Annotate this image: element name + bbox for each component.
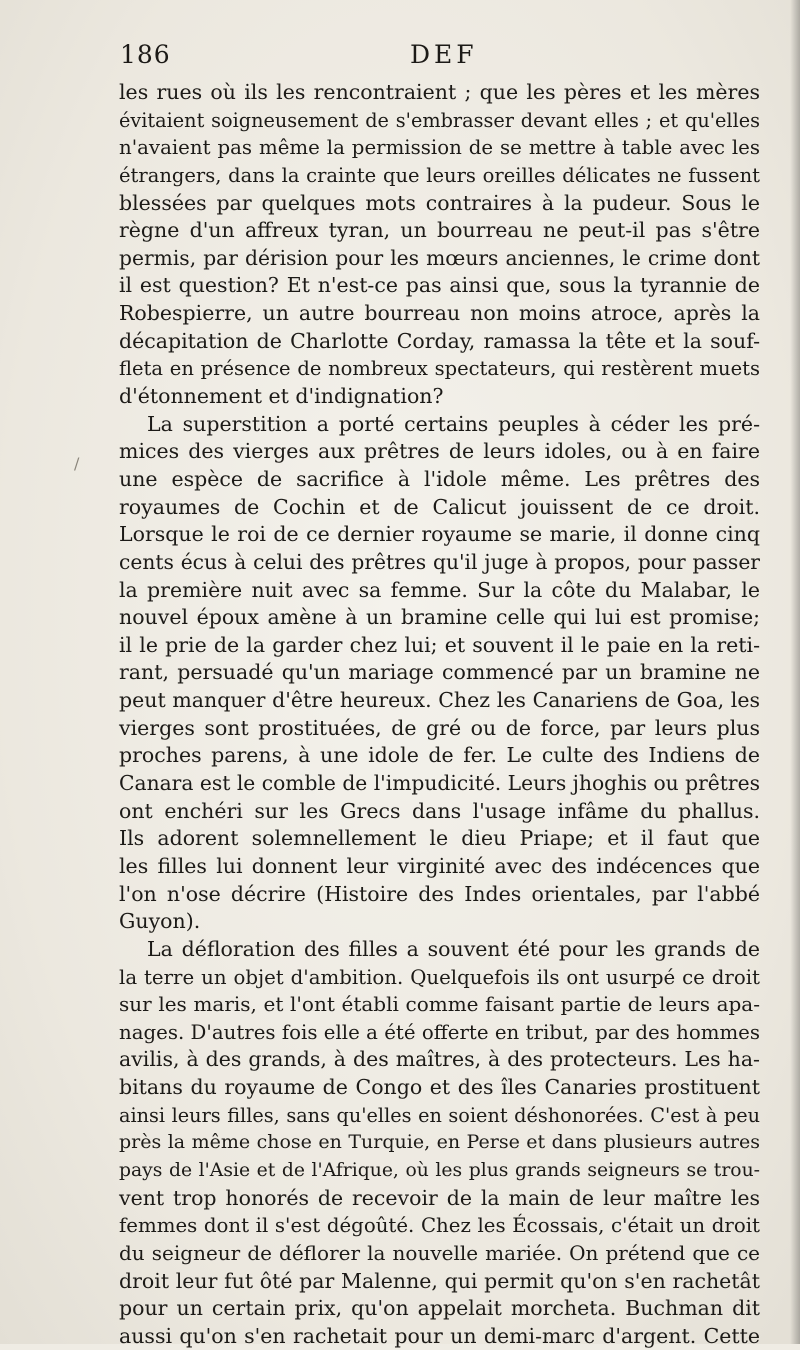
text-line: étrangers, dans la crainte que leurs oreilles délicates ne fussent	[119, 163, 760, 187]
text-line: la première nuit avec sa femme. Sur la côte du Malabar, le	[119, 577, 760, 602]
text-line: règne d'un affreux tyran, un bourreau ne peut-il pas s'être	[119, 218, 760, 243]
text-line: pour un certain prix, qu'on appelait morcheta. Buchman dit	[119, 1296, 760, 1321]
page-gutter-shadow	[790, 0, 800, 1344]
text-line: les rues où ils les rencontraient ; que les pères et les mères	[119, 80, 760, 104]
text-line: bitans du royaume de Congo et des îles Canaries prostituent	[119, 1075, 760, 1100]
text-line: décapitation de Charlotte Corday, ramassa la tête et la souf-	[119, 328, 760, 353]
text-line: mices des vierges aux prêtres de leurs idoles, ou à en faire	[119, 439, 760, 464]
running-head: DEF	[410, 40, 478, 69]
text-line: droit leur fut ôté par Malenne, qui permit qu'on s'en rachetât	[119, 1268, 760, 1293]
text-line: La défloration des filles a souvent été pour les grands de	[147, 936, 760, 961]
text-line: proches parens, à une idole de fer. Le culte des Indiens de	[119, 743, 760, 768]
text-line: Ils adorent solemnellement le dieu Priape; et il faut que	[119, 826, 760, 851]
text-line: Canara est le comble de l'impudicité. Leurs jhoghis ou prêtres	[119, 771, 760, 796]
text-line: fleta en présence de nombreux spectateurs, qui restèrent muets	[119, 357, 760, 381]
text-line: la terre un objet d'ambition. Quelquefois ils ont usurpé ce droit	[119, 965, 760, 989]
text-line: les filles lui donnent leur virginité avec des indécences que	[119, 853, 760, 878]
text-line: blessées par quelques mots contraires à la pudeur. Sous le	[119, 190, 760, 215]
text-line: royaumes de Cochin et de Calicut jouissent de ce droit.	[119, 494, 760, 519]
text-line: il est question? Et n'est-ce pas ainsi que, sous la tyrannie de	[119, 273, 760, 298]
text-line: vent trop honorés de recevoir de la main de leur maître les	[119, 1185, 760, 1210]
text-line: pays de l'Asie et de l'Afrique, où les plus grands seigneurs se trou-	[119, 1159, 760, 1181]
text-line: ainsi leurs filles, sans qu'elles en soient déshonorées. C'est à peu	[119, 1103, 760, 1127]
text-line: ont enchéri sur les Grecs dans l'usage infâme du phallus.	[119, 798, 760, 823]
text-line: aussi qu'on s'en rachetait pour un demi-marc d'argent. Cette	[119, 1323, 760, 1348]
text-line: peut manquer d'être heureux. Chez les Canariens de Goa, les	[119, 688, 760, 713]
text-line: permis, par dérision pour les mœurs anciennes, le crime dont	[119, 245, 760, 270]
text-line: vierges sont prostituées, de gré ou de force, par leurs plus	[119, 715, 760, 740]
text-line: rant, persuadé qu'un mariage commencé par un bramine ne	[119, 660, 760, 685]
text-line: d'étonnement et d'indignation?	[119, 384, 444, 409]
text-line: sur les maris, et l'ont établi comme faisant partie de leurs apa-	[119, 992, 760, 1017]
text-line: Guyon).	[119, 909, 201, 934]
text-line: il le prie de la garder chez lui; et souvent il le paie en la reti-	[119, 632, 760, 657]
text-line: La superstition a porté certains peuples à céder les pré-	[147, 411, 760, 436]
text-line: près la même chose en Turquie, en Perse et dans plusieurs autres	[119, 1131, 760, 1154]
margin-mark: /	[74, 454, 80, 473]
text-line: femmes dont il s'est dégoûté. Chez les Écossais, c'était un droit	[119, 1214, 760, 1238]
text-line: nouvel époux amène à un bramine celle qui lui est promise;	[119, 605, 760, 630]
text-line: une espèce de sacrifice à l'idole même. Les prêtres des	[119, 466, 760, 491]
text-line: nages. D'autres fois elle a été offerte en tribut, par des hommes	[119, 1020, 760, 1044]
text-line: n'avaient pas même la permission de se mettre à table avec les	[119, 136, 760, 160]
text-line: cents écus à celui des prêtres qu'il juge à propos, pour passer	[119, 549, 760, 574]
text-line: Lorsque le roi de ce dernier royaume se marie, il donne cinq	[119, 522, 760, 547]
text-line: l'on n'ose décrire (Histoire des Indes orientales, par l'abbé	[119, 881, 760, 906]
page-number: 186	[120, 40, 171, 69]
text-line: Robespierre, un autre bourreau non moins atroce, après la	[119, 301, 760, 326]
text-line: avilis, à des grands, à des maîtres, à des protecteurs. Les ha-	[119, 1047, 760, 1072]
text-line: évitaient soigneusement de s'embrasser devant elles ; et qu'elles	[119, 108, 760, 132]
page-header	[120, 40, 760, 74]
text-line: du seigneur de déflorer la nouvelle mariée. On prétend que ce	[119, 1240, 760, 1265]
body-text	[119, 79, 760, 1350]
